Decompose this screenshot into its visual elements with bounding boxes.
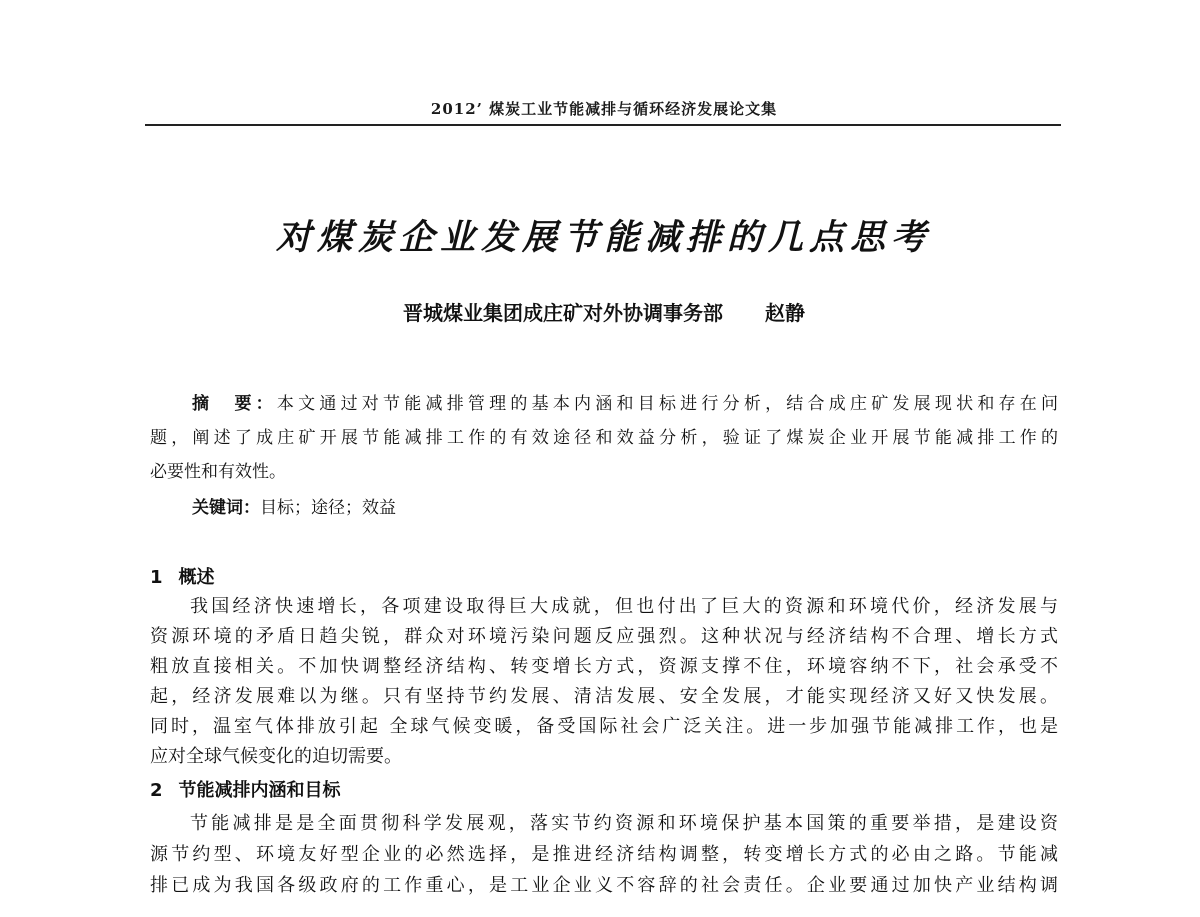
body-line: 我国经济快速增长，各项建设取得巨大成就，但也付出了巨大的资源和环境代价，经济发展与 [190, 596, 1058, 617]
section-heading [150, 563, 215, 589]
body-line: 节能减排是是全面贯彻科学发展观，落实节约资源和环境保护基本国策的重要举措，是建设资 [190, 813, 1058, 834]
keywords-label: 关键词： [192, 498, 260, 518]
paper-title: 对煤炭企业发展节能减排的几点思考 [275, 217, 932, 258]
body-line: 粗放直接相关。不加快调整经济结构、转变增长方式，资源支撑不住，环境容纳不下，社会承受不 [150, 656, 1058, 677]
abstract-label: 摘 要： [192, 394, 277, 414]
body-line: 资源环境的矛盾日趋尖锐，群众对环境污染问题反应强烈。这种状况与经济结构不合理、增长方式 [150, 626, 1058, 647]
abstract-line [150, 387, 1058, 421]
body-line: 同时，温室气体排放引起 全球气候变暖，备受国际社会广泛关注。进一步加强节能减排工作，也是 [150, 716, 1058, 737]
author-name: 赵静 [765, 301, 805, 325]
header-rule [145, 124, 1061, 126]
section-body [150, 592, 1058, 772]
section-heading [150, 776, 341, 802]
body-line: 应对全球气候变化的迫切需要。 [150, 746, 402, 767]
section-number: 1 [150, 567, 163, 588]
keywords [150, 491, 1100, 525]
body-line: 起，经济发展难以为继。只有坚持节约发展、清洁发展、安全发展，才能实现经济又好又快发展。 [150, 686, 1058, 707]
section-title: 概述 [178, 567, 215, 588]
author-affiliation: 晋城煤业集团成庄矿对外协调事务部 [403, 301, 723, 325]
body-line: 源节约型、环境友好型企业的必然选择，是推进经济结构调整，转变增长方式的必由之路。节能减 [150, 844, 1058, 865]
running-header: 2012’ 煤炭工业节能减排与循环经济发展论文集 [430, 100, 778, 118]
byline [148, 297, 1060, 326]
abstract [150, 387, 1058, 489]
abstract-line: 必要性和有效性。 [150, 462, 286, 482]
keywords-value: 目标；途径；效益 [260, 498, 396, 518]
section-title: 节能减排内涵和目标 [178, 780, 341, 801]
section-number: 2 [150, 780, 163, 801]
abstract-line: 题，阐述了成庄矿开展节能减排工作的有效途径和效益分析，验证了煤炭企业开展节能减排工作的 [150, 428, 1058, 448]
abstract-text: 本文通过对节能减排管理的基本内涵和目标进行分析，结合成庄矿发展现状和存在问 [276, 394, 1058, 414]
section-body [150, 808, 1058, 901]
body-line: 排已成为我国各级政府的工作重心，是工业企业义不容辞的社会责任。企业要通过加快产业结构调 [150, 875, 1058, 896]
